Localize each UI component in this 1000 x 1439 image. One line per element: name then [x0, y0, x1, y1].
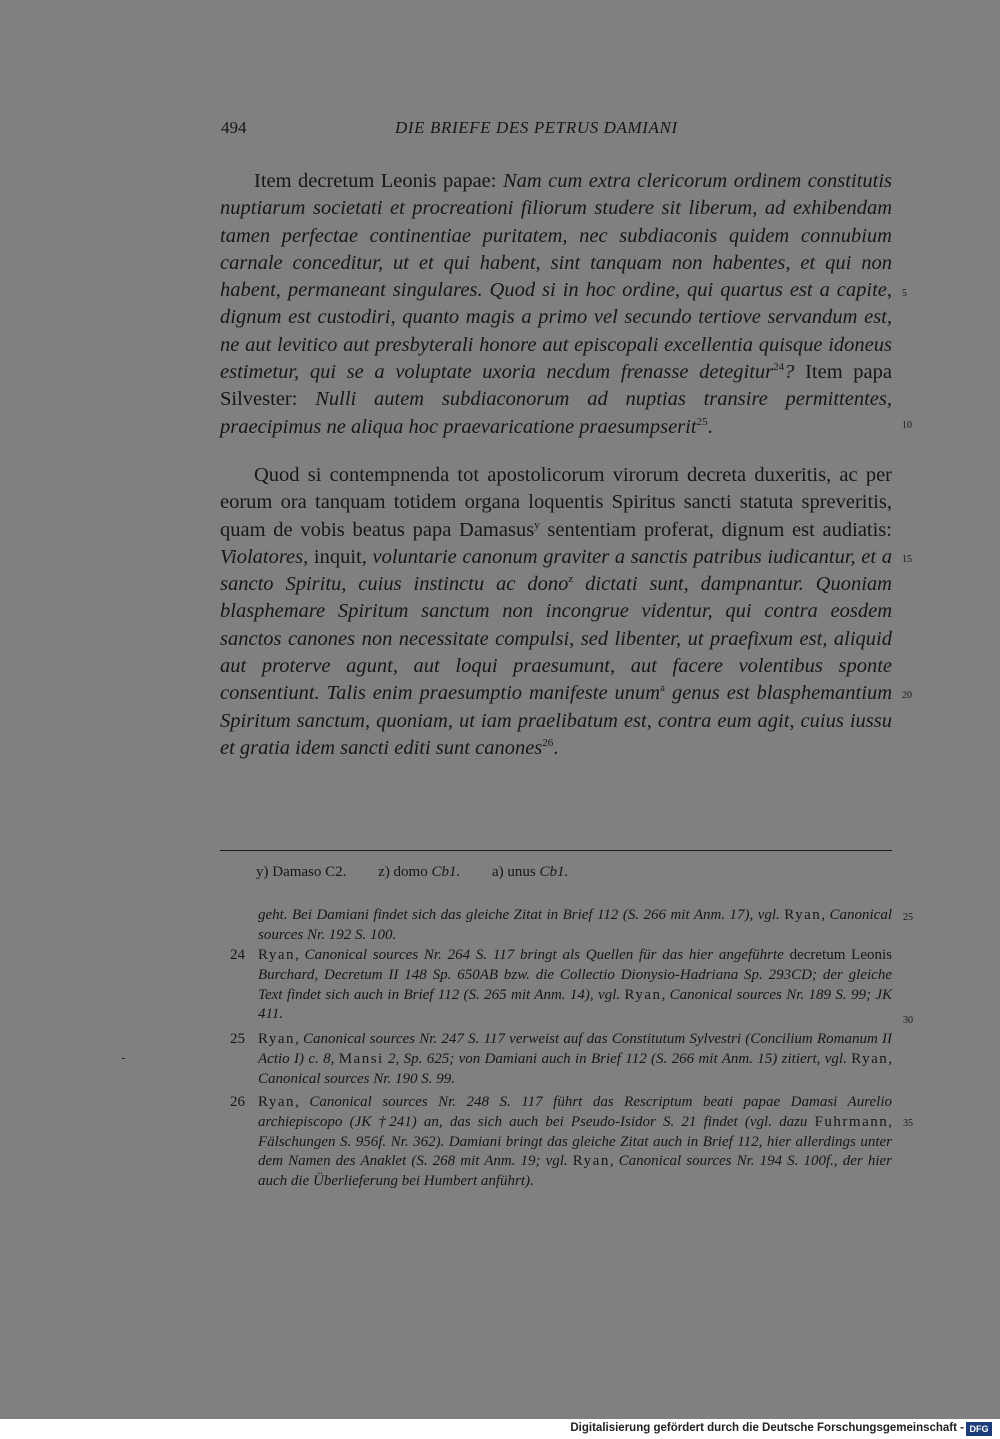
apparatus-ref: a [660, 682, 665, 695]
text-segment: sententiam proferat, dignum est audiatis: [539, 518, 892, 541]
text-segment: Quod si contempnenda tot apostolicorum virorum decreta duxeritis, ac per eorum ora tanquam totidem organa loquentis Spiritus sancti statuta spreveritis, quam de vobis beatus papa Damasus [220, 464, 892, 541]
author-name: Ryan [624, 986, 662, 1003]
line-number: 5 [902, 288, 907, 299]
page-number: 494 [221, 118, 247, 137]
author-name: Ryan [258, 1031, 296, 1047]
footnote-number: 25 [230, 1031, 245, 1047]
critical-apparatus [256, 864, 596, 881]
line-number: 25 [903, 912, 913, 923]
footnote-24: 24 Ryan, Canonical sources Nr. 264 S. 117 bringt als Quellen für das hier angeführte decretum Leonis Burchard, Decretum II 148 Sp. 650AB bzw. die Collectio Dionysio-Hadriana Sp. 293CD; der gleiche Text findet sich auch in Brief 112 (S. 265 mit Anm. 14), vgl. Ryan, Canonical sources Nr. 189 S. 99; JK 411. [230, 947, 893, 1023]
text-segment: Item papa Silvester: [220, 361, 893, 411]
text-segment: Violatores, [220, 545, 309, 568]
footnote-ref: 24 [773, 361, 785, 374]
apparatus-note: y) Damaso C2. [256, 864, 347, 880]
footnote-continuation: geht. Bei Damiani findet sich das gleiche Zitat in Brief 112 (S. 266 mit Anm. 17), vgl. Ryan, Canonical sources Nr. 192 S. 100. [258, 907, 892, 943]
text-segment: Nam cum extra clericorum ordinem constitutis nuptiarum societati et procreationi filiorum studere sit liberum, ad exhibendam tamen perfectae continentiae puritatem, nec subdiaconis quidem connubium carnale conceditur, ut et qui habent, sint tanquam non habentes, et qui non habent, permaneant singulares. Quod si in hoc ordine, qui quartus est a capite, dignum est custodiri, quanto magis a primo vel secundo tertiove servandum est, ne aut levitico aut presbyterali honore aut episcopali excellentia quisque idoneus estimetur, qui se a voluptate uxoria necdum frenasse detegitur [220, 170, 892, 384]
line-number: 10 [902, 420, 912, 431]
author-name: Ryan [851, 1050, 889, 1067]
apparatus-ref: z [568, 573, 574, 586]
footnote-ref: 26 [542, 737, 554, 750]
apparatus-note: z) domo Cb1. [378, 864, 461, 880]
footer-bar [0, 1419, 1000, 1439]
main-paragraph-1 [220, 168, 892, 441]
line-number: 30 [903, 1015, 913, 1026]
author-name: Mansi [338, 1050, 384, 1067]
text-segment: Item decretum Leonis papae: [254, 170, 503, 192]
text-segment: genus est blasphemantium Spiritum sanctum, quoniam, ut iam praelibatum est, contra eum agit, cuius iussu et gratia idem sancti editi sunt canones [220, 682, 893, 759]
text-segment: ? [784, 361, 806, 384]
apparatus-ref: y [534, 518, 540, 531]
text-segment: Nulli autem subdiaconorum ad nuptias transire permittentes, praecipimus ne aliqua hoc praevaricatione praesumpserit [220, 388, 892, 438]
text-segment: . [707, 415, 713, 438]
line-number: 20 [902, 690, 912, 701]
footnote-25: 25 Ryan, Canonical sources Nr. 247 S. 117 verweist auf das Constitutum Sylvestri (Concilium Romanum II Actio I) c. 8, Mansi 2, Sp. 625; von Damiani auch in Brief 112 (S. 266 mit Anm. 15) zitiert, vgl. Ryan, Canonical sources Nr. 190 S. 99. [230, 1031, 892, 1087]
footnote-number: 26 [230, 1094, 245, 1110]
footnote-number: 24 [230, 947, 245, 963]
author-name: Fuhrmann [814, 1113, 889, 1130]
line-number: 35 [903, 1118, 913, 1129]
line-number: 15 [902, 554, 912, 565]
text-segment: dictati sunt, dampnantur. Quoniam blasphemare Spiritum sanctum non incongrue videntur, qui contra eosdem sanctos canones non necessitate compulsi, sed libenter, ut praefixum est, aliquid aut proterve agunt, aut loqui praesumunt, aut facere volentibus sponte consentiunt. Talis enim praesumptio manifeste unum [220, 573, 892, 705]
dfg-logo-icon: DFG [966, 1422, 992, 1436]
author-name: Ryan [258, 1094, 296, 1110]
apparatus-note: a) unus Cb1. [492, 864, 569, 880]
footnote-26: 26 Ryan, Canonical sources Nr. 248 S. 117 führt das Rescriptum beati papae Damasi Aurelio archiepiscopo (JK †241) an, das sich auch bei Pseudo-Isidor S. 21 findet (vgl. dazu Fuhrmann, Fälschungen S. 956f. Nr. 362). Damiani bringt das gleiche Zitat auch in Brief 112, hier allerdings unter dem Namen des Anaklet (S. 268 mit Anm. 19; vgl. Ryan, Canonical sources Nr. 194 S. 100f., der hier auch die Überlieferung bei Humbert anführt). [230, 1094, 892, 1190]
running-title: DIE BRIEFE DES PETRUS DAMIANI [395, 118, 678, 137]
margin-mark [122, 1058, 125, 1059]
text-segment: . [553, 736, 559, 759]
footnote-divider [220, 850, 892, 851]
funding-notice: Digitalisierung gefördert durch die Deutsche Forschungsgemeinschaft - [570, 1422, 964, 1434]
author-name: Ryan [572, 1153, 610, 1170]
author-name: Ryan [784, 907, 822, 923]
main-paragraph-2 [220, 462, 892, 762]
author-name: Ryan [258, 947, 296, 963]
text-segment: inquit, [308, 545, 373, 568]
text-segment: voluntarie canonum graviter a sanctis patribus iudicantur, et a sancto Spiritu, cuius instinctu ac dono [220, 545, 892, 596]
footnote-ref: 25 [696, 415, 708, 428]
